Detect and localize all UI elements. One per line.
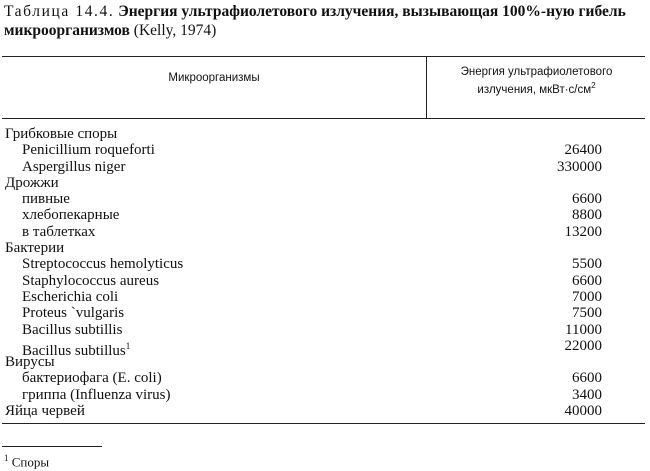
row-name: Proteus `vulgaris [22,305,125,322]
table-row [0,305,650,321]
row-name: Bacillus subtillus [22,342,126,359]
table-header-rule [2,118,645,119]
table-caption [4,2,644,40]
row-name: гриппа (Influenza virus) [22,386,171,403]
table-row [0,175,650,191]
table-row [0,354,650,370]
table-row [0,370,650,386]
table-row [0,322,650,338]
column-header-energy-line1: Энергия ультрафиолетового [460,66,613,78]
row-value: 13200 [564,223,602,240]
row-name: Escherichia coli [22,288,119,305]
table-bottom-rule [2,423,645,424]
table-row [0,142,650,158]
row-value: 3400 [572,386,602,403]
table-row [0,387,650,403]
footnote-text: Споры [11,454,50,470]
row-value: 26400 [564,142,602,159]
row-name: хлебопекарные [22,207,120,224]
row-value: 6600 [572,272,602,289]
table-row [0,273,650,289]
column-header-energy-sup: 2 [591,81,596,90]
column-header-microorganisms: Микроорганизмы [168,72,260,84]
row-value: 40000 [564,403,602,420]
row-name: Penicillium roqueforti [22,142,155,159]
table-body [0,126,650,419]
row-name: Дрожжи [5,174,59,191]
row-name: Streptococcus hemolyticus [22,256,184,273]
footnote-marker: 1 [4,453,9,463]
table-row [0,159,650,175]
header-column-divider [426,56,427,118]
column-header-energy-line2 [428,79,645,97]
table-row [0,403,650,419]
row-value: 6600 [572,370,602,387]
row-name: бактериофага (E. coli) [22,370,162,387]
footnote-rule [2,446,102,447]
row-value: 11000 [565,321,602,338]
row-name: Bacillus subtillis [22,321,123,338]
table-row [0,191,650,207]
row-name: в таблетках [22,223,96,240]
footnote [4,453,49,470]
table-row [0,207,650,223]
row-name: Яйца червей [5,403,85,420]
table-row [0,224,650,240]
row-value: 22000 [564,337,602,354]
column-header-energy [428,66,645,97]
table-source: (Kelly, 1974) [133,22,217,39]
footnote-marker: 1 [125,340,131,351]
row-value: 8800 [572,207,602,224]
row-name: Грибковые споры [5,126,118,142]
row-name: Staphylococcus aureus [22,272,160,289]
table-top-rule [2,56,645,57]
row-name: Бактерии [5,240,65,257]
row-value: 6600 [572,191,602,208]
table-row [0,289,650,305]
table-row [0,337,650,359]
column-header-energy-unit: излучения, мкВт·с/см [477,83,592,96]
table-number: Таблица 14.4. [4,3,115,20]
row-name: пивные [22,191,70,208]
table-row [0,256,650,272]
row-value: 7000 [572,288,602,305]
table-row [0,126,650,142]
row-name: Вирусы [5,354,55,371]
row-value: 5500 [572,256,602,273]
row-name: Aspergillus niger [22,158,126,175]
row-value: 7500 [572,305,602,322]
table-title: Энергия ультрафиолетового излучения, вызывающая 100%-ную гибель микроорганизмов [4,3,626,39]
row-value: 330000 [557,158,602,175]
table-row [0,240,650,256]
